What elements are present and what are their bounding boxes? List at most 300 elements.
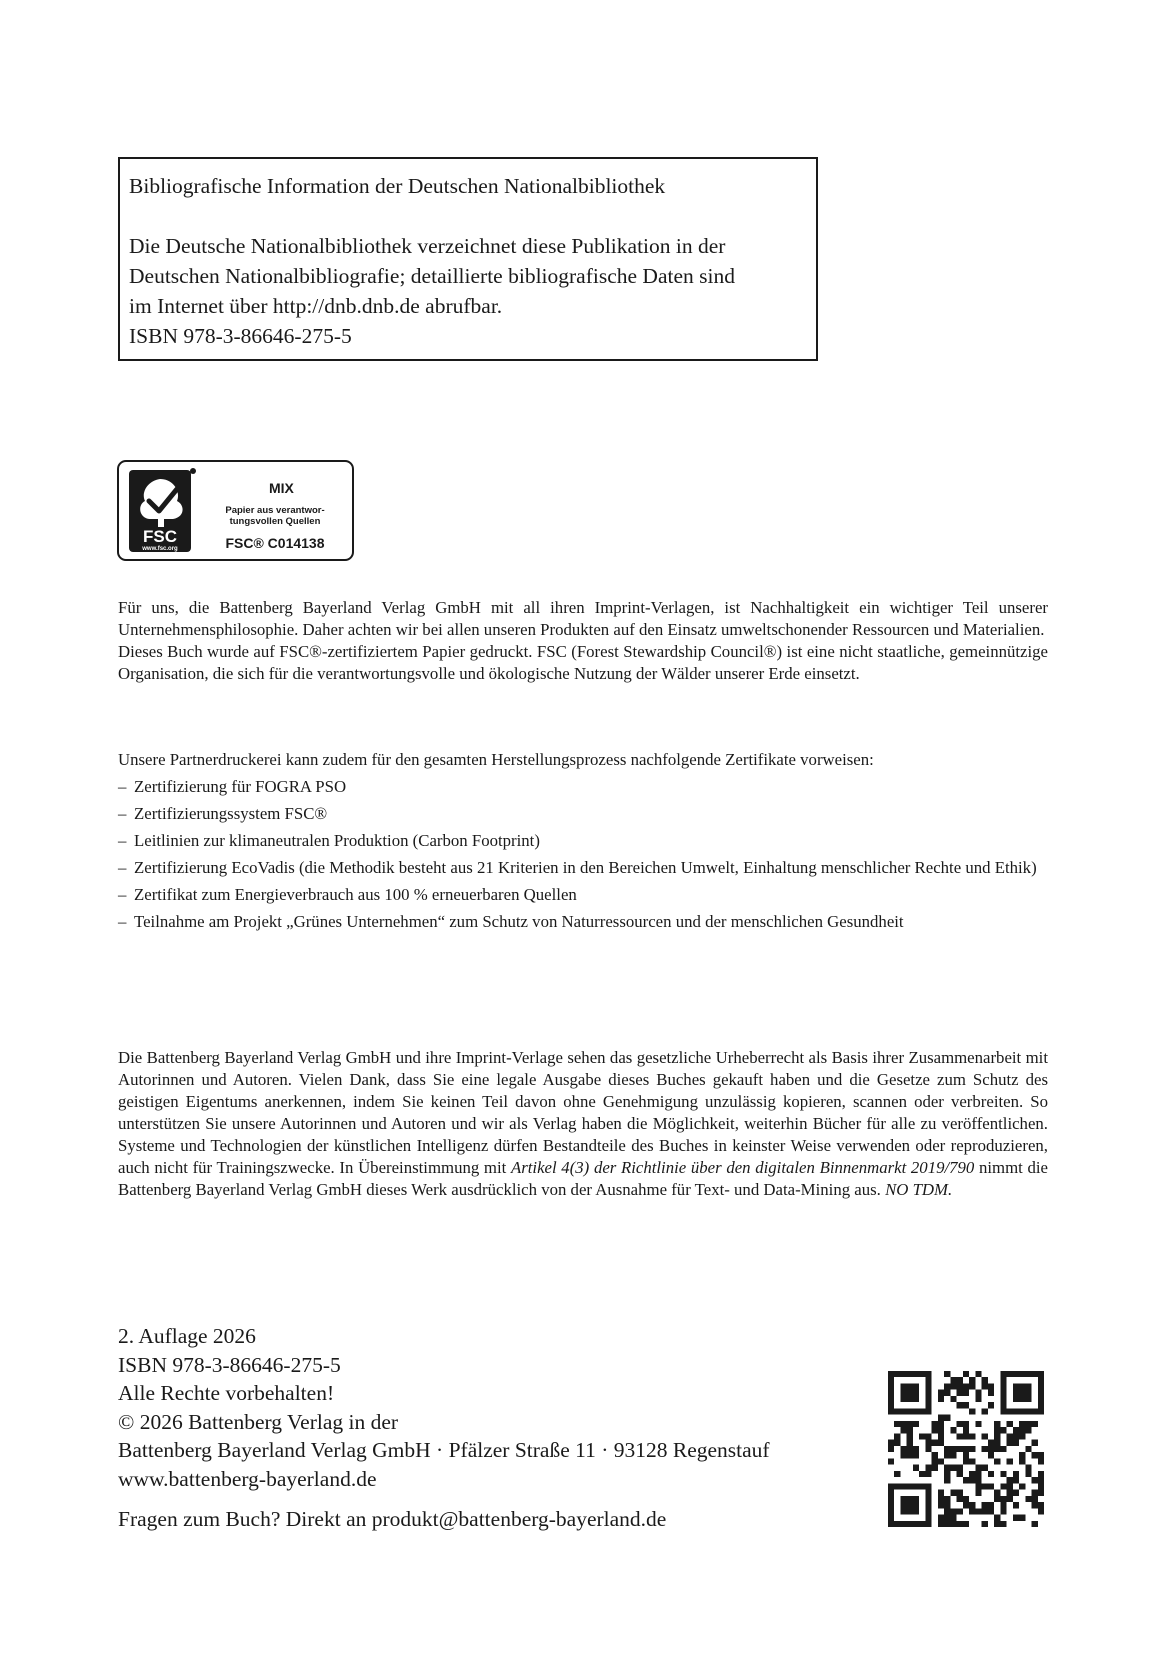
qr-module xyxy=(1038,1452,1044,1458)
qr-module xyxy=(975,1465,981,1471)
qr-module xyxy=(944,1508,950,1514)
qr-module xyxy=(1007,1483,1013,1489)
qr-module xyxy=(894,1440,900,1446)
qr-module xyxy=(950,1427,956,1433)
qr-module xyxy=(1032,1496,1038,1502)
qr-module xyxy=(919,1521,925,1527)
qr-module xyxy=(1000,1390,1006,1396)
qr-module xyxy=(1013,1440,1019,1446)
qr-module xyxy=(900,1408,906,1414)
qr-module xyxy=(907,1408,913,1414)
qr-module xyxy=(888,1502,894,1508)
sustainability-paragraph: Für uns, die Battenberg Bayerland Verlag GmbH mit all ihren Imprint-Verlagen, ist Nachhaltigkeit ein wichtiger Teil unserer Unternehmensphilosophie. Daher achten wir bei allen unseren Produkten auf den Einsatz umweltschonender Ressourcen und Materialien. xyxy=(118,598,1048,639)
qr-module xyxy=(1013,1371,1019,1377)
qr-module xyxy=(919,1483,925,1489)
qr-module xyxy=(907,1371,913,1377)
no-tdm-label: NO TDM. xyxy=(885,1180,953,1199)
qr-module xyxy=(957,1471,963,1477)
qr-module xyxy=(913,1396,919,1402)
qr-module xyxy=(913,1483,919,1489)
qr-module xyxy=(938,1427,944,1433)
qr-module xyxy=(944,1496,950,1502)
qr-module xyxy=(944,1452,950,1458)
qr-module xyxy=(888,1515,894,1521)
qr-module xyxy=(975,1390,981,1396)
qr-module xyxy=(969,1477,975,1483)
qr-module xyxy=(1000,1408,1006,1414)
qr-module xyxy=(969,1458,975,1464)
qr-module xyxy=(994,1433,1000,1439)
qr-module xyxy=(907,1421,913,1427)
list-item: – Zertifizierung EcoVadis (die Methodik besteht aus 21 Kriterien in den Bereichen Umwelt, Einhaltung menschlicher Rechte und Ethik) xyxy=(118,857,1048,879)
qr-module xyxy=(1032,1502,1038,1508)
qr-module xyxy=(1013,1490,1019,1496)
qr-module xyxy=(907,1433,913,1439)
qr-module xyxy=(969,1508,975,1514)
qr-module xyxy=(1000,1508,1006,1514)
qr-module xyxy=(938,1490,944,1496)
qr-module xyxy=(1007,1477,1013,1483)
fsc-license-code: FSC® C014138 xyxy=(225,535,325,551)
qr-module xyxy=(957,1446,963,1452)
qr-module xyxy=(963,1371,969,1377)
qr-module xyxy=(900,1483,906,1489)
qr-module xyxy=(925,1483,931,1489)
qr-module xyxy=(938,1396,944,1402)
qr-module xyxy=(925,1490,931,1496)
list-item: – Zertifizierungssystem FSC® xyxy=(118,803,1048,825)
qr-module xyxy=(1000,1402,1006,1408)
qr-module xyxy=(975,1508,981,1514)
qr-module xyxy=(925,1433,931,1439)
qr-module xyxy=(982,1377,988,1383)
qr-module xyxy=(1019,1515,1025,1521)
qr-module xyxy=(963,1383,969,1389)
qr-module xyxy=(1000,1396,1006,1402)
qr-module xyxy=(963,1390,969,1396)
qr-module xyxy=(988,1471,994,1477)
qr-module xyxy=(988,1483,994,1489)
qr-module xyxy=(925,1408,931,1414)
qr-module xyxy=(944,1515,950,1521)
qr-module xyxy=(975,1371,981,1377)
qr-module xyxy=(938,1515,944,1521)
contact-questions: Fragen zum Buch? Direkt an produkt@battenberg-bayerland.de xyxy=(118,1507,667,1531)
qr-module xyxy=(950,1515,956,1521)
qr-module xyxy=(888,1390,894,1396)
qr-module xyxy=(982,1465,988,1471)
qr-module xyxy=(963,1477,969,1483)
qr-module xyxy=(994,1427,1000,1433)
qr-module xyxy=(975,1471,981,1477)
qr-module xyxy=(919,1433,925,1439)
qr-module xyxy=(907,1440,913,1446)
list-item: – Zertifikat zum Energieverbrauch aus 100 % erneuerbaren Quellen xyxy=(118,884,1048,906)
qr-module xyxy=(957,1521,963,1527)
qr-module xyxy=(957,1383,963,1389)
qr-module xyxy=(994,1490,1000,1496)
qr-module xyxy=(1013,1390,1019,1396)
qr-module xyxy=(1038,1471,1044,1477)
qr-module xyxy=(907,1452,913,1458)
qr-module xyxy=(988,1383,994,1389)
qr-module xyxy=(1019,1371,1025,1377)
qr-module xyxy=(938,1433,944,1439)
qr-module xyxy=(894,1421,900,1427)
qr-module xyxy=(950,1465,956,1471)
qr-module xyxy=(944,1415,950,1421)
fsc-mix-label: MIX xyxy=(269,480,294,496)
biblio-isbn: ISBN 978-3-86646-275-5 xyxy=(129,324,352,348)
qr-module xyxy=(1013,1396,1019,1402)
qr-module xyxy=(925,1377,931,1383)
qr-module xyxy=(938,1496,944,1502)
qr-module xyxy=(1007,1440,1013,1446)
fsc-logo xyxy=(117,460,354,561)
qr-module xyxy=(982,1383,988,1389)
qr-module xyxy=(1000,1483,1006,1489)
qr-module xyxy=(913,1383,919,1389)
list-item: – Zertifizierung für FOGRA PSO xyxy=(118,776,1048,798)
qr-module xyxy=(932,1465,938,1471)
qr-module xyxy=(1025,1408,1031,1414)
copyright-paragraph xyxy=(118,1047,1048,1201)
qr-module xyxy=(888,1458,894,1464)
qr-module xyxy=(1032,1408,1038,1414)
copyright-text: nimmt die Battenberg Bayerland Verlag GmbH dieses Werk ausdrücklich von der Ausnahme für Text- und Data-Mining aus. xyxy=(118,1158,1048,1199)
biblio-line: Deutschen Nationalbibliografie; detaillierte bibliografische Daten sind xyxy=(129,264,735,288)
qr-module xyxy=(1038,1402,1044,1408)
qr-module xyxy=(1007,1490,1013,1496)
qr-module xyxy=(888,1483,894,1489)
qr-module xyxy=(1000,1502,1006,1508)
qr-module xyxy=(913,1502,919,1508)
qr-module xyxy=(1038,1390,1044,1396)
qr-module xyxy=(907,1508,913,1514)
qr-module xyxy=(888,1408,894,1414)
qr-module xyxy=(963,1496,969,1502)
qr-module xyxy=(1019,1408,1025,1414)
fsc-paper-line: tungsvollen Quellen xyxy=(229,516,321,527)
qr-module xyxy=(925,1496,931,1502)
qr-module xyxy=(969,1446,975,1452)
qr-module xyxy=(963,1458,969,1464)
qr-module xyxy=(1019,1452,1025,1458)
qr-module xyxy=(988,1502,994,1508)
qr-module xyxy=(938,1502,944,1508)
qr-module xyxy=(907,1446,913,1452)
qr-module xyxy=(969,1502,975,1508)
qr-module xyxy=(913,1408,919,1414)
qr-module xyxy=(932,1452,938,1458)
qr-module xyxy=(1032,1440,1038,1446)
qr-module xyxy=(1007,1371,1013,1377)
qr-module xyxy=(1019,1396,1025,1402)
qr-module xyxy=(963,1521,969,1527)
qr-module xyxy=(888,1440,894,1446)
qr-module xyxy=(982,1483,988,1489)
qr-module xyxy=(988,1402,994,1408)
qr-module xyxy=(950,1490,956,1496)
qr-module xyxy=(988,1452,994,1458)
qr-module xyxy=(975,1396,981,1402)
qr-module xyxy=(900,1508,906,1514)
qr-module xyxy=(975,1483,981,1489)
certificate-list xyxy=(118,776,1048,933)
qr-module xyxy=(950,1521,956,1527)
qr-module xyxy=(900,1427,906,1433)
qr-module xyxy=(957,1433,963,1439)
partner-certificates xyxy=(118,749,1048,938)
qr-module xyxy=(957,1496,963,1502)
qr-module xyxy=(913,1521,919,1527)
qr-module xyxy=(907,1427,913,1433)
qr-module xyxy=(1032,1477,1038,1483)
qr-module xyxy=(988,1440,994,1446)
qr-module xyxy=(907,1396,913,1402)
qr-module xyxy=(1000,1446,1006,1452)
qr-module xyxy=(1000,1471,1006,1477)
qr-module xyxy=(1000,1427,1006,1433)
qr-module xyxy=(1032,1521,1038,1527)
eu-directive-reference: Artikel 4(3) der Richtlinie über den digitalen Binnenmarkt 2019/790 xyxy=(510,1158,975,1177)
qr-module xyxy=(1019,1427,1025,1433)
qr-module xyxy=(982,1446,988,1452)
qr-module xyxy=(982,1433,988,1439)
qr-module xyxy=(1019,1483,1025,1489)
fsc-paper-text xyxy=(201,505,349,527)
qr-module xyxy=(1025,1390,1031,1396)
qr-module xyxy=(932,1427,938,1433)
fsc-brand: FSC xyxy=(143,527,177,546)
qr-module xyxy=(1038,1396,1044,1402)
qr-module xyxy=(957,1508,963,1514)
qr-module xyxy=(1000,1496,1006,1502)
qr-module xyxy=(907,1521,913,1527)
qr-module xyxy=(1025,1465,1031,1471)
qr-module xyxy=(963,1433,969,1439)
qr-module xyxy=(900,1452,906,1458)
qr-module xyxy=(1038,1483,1044,1489)
qr-module xyxy=(925,1390,931,1396)
qr-module xyxy=(963,1421,969,1427)
copyright-line: © 2026 Battenberg Verlag in der xyxy=(118,1409,399,1434)
qr-module xyxy=(1013,1433,1019,1439)
qr-module xyxy=(938,1440,944,1446)
qr-module xyxy=(969,1433,975,1439)
qr-module xyxy=(994,1521,1000,1527)
rights-reserved: Alle Rechte vorbehalten! xyxy=(118,1381,335,1405)
qr-module xyxy=(888,1508,894,1514)
qr-module xyxy=(913,1452,919,1458)
publisher-address: Battenberg Bayerland Verlag GmbH · Pfälzer Straße 11 · 93128 Regenstauf xyxy=(118,1438,770,1462)
qr-module xyxy=(1019,1421,1025,1427)
qr-module xyxy=(944,1521,950,1527)
qr-module xyxy=(894,1433,900,1439)
qr-module xyxy=(900,1502,906,1508)
qr-module xyxy=(907,1483,913,1489)
qr-module xyxy=(938,1390,944,1396)
qr-module xyxy=(1007,1496,1013,1502)
qr-module xyxy=(938,1521,944,1527)
qr-module xyxy=(900,1383,906,1389)
qr-module xyxy=(1000,1383,1006,1389)
qr-module xyxy=(907,1390,913,1396)
qr-module xyxy=(982,1521,988,1527)
qr-module xyxy=(1038,1490,1044,1496)
qr-module xyxy=(900,1521,906,1527)
qr-module xyxy=(982,1502,988,1508)
qr-module xyxy=(1038,1383,1044,1389)
qr-module xyxy=(1000,1521,1006,1527)
qr-module xyxy=(1000,1377,1006,1383)
qr-module xyxy=(975,1490,981,1496)
qr-module xyxy=(975,1477,981,1483)
qr-module xyxy=(1038,1377,1044,1383)
qr-module xyxy=(982,1508,988,1514)
fsc-site: www.fsc.org xyxy=(142,546,178,552)
qr-module xyxy=(950,1377,956,1383)
qr-module xyxy=(963,1446,969,1452)
qr-module xyxy=(988,1390,994,1396)
qr-module xyxy=(894,1521,900,1527)
qr-module xyxy=(969,1377,975,1383)
qr-module xyxy=(1013,1383,1019,1389)
qr-module xyxy=(888,1383,894,1389)
qr-module xyxy=(1013,1427,1019,1433)
edition: 2. Auflage 2026 xyxy=(118,1324,256,1348)
qr-module xyxy=(1038,1477,1044,1483)
qr-module xyxy=(1025,1383,1031,1389)
qr-module xyxy=(932,1458,938,1464)
qr-module xyxy=(1025,1496,1031,1502)
qr-module xyxy=(944,1390,950,1396)
list-item: – Leitlinien zur klimaneutralen Produktion (Carbon Footprint) xyxy=(118,830,1048,852)
qr-module xyxy=(888,1377,894,1383)
qr-module xyxy=(963,1427,969,1433)
qr-module xyxy=(925,1521,931,1527)
biblio-line: im Internet über http://dnb.dnb.de abrufbar. xyxy=(129,294,503,318)
qr-module xyxy=(988,1508,994,1514)
imprint xyxy=(118,1322,838,1534)
qr-module xyxy=(888,1396,894,1402)
qr-module xyxy=(938,1458,944,1464)
qr-module xyxy=(944,1465,950,1471)
qr-module xyxy=(1019,1383,1025,1389)
qr-module xyxy=(938,1415,944,1421)
qr-module xyxy=(925,1446,931,1452)
qr-module xyxy=(913,1465,919,1471)
qr-module xyxy=(994,1421,1000,1427)
qr-module xyxy=(913,1390,919,1396)
qr-module xyxy=(913,1508,919,1514)
qr-module xyxy=(925,1502,931,1508)
qr-module xyxy=(1013,1471,1019,1477)
qr-module xyxy=(944,1471,950,1477)
qr-module xyxy=(957,1465,963,1471)
qr-module xyxy=(1013,1502,1019,1508)
qr-module xyxy=(957,1421,963,1427)
qr-module xyxy=(963,1452,969,1458)
biblio-heading: Bibliografische Information der Deutschen Nationalbibliothek xyxy=(129,174,666,198)
partner-intro: Unsere Partnerdruckerei kann zudem für den gesamten Herstellungsprozess nachfolgende Zertifikate vorweisen: xyxy=(118,750,874,769)
qr-module xyxy=(907,1496,913,1502)
fsc-tree-checkmark-icon xyxy=(127,467,197,555)
qr-module xyxy=(1013,1515,1019,1521)
qr-module xyxy=(1007,1421,1013,1427)
qr-module xyxy=(1000,1371,1006,1377)
qr-module xyxy=(969,1471,975,1477)
qr-module xyxy=(1038,1508,1044,1514)
qr-module xyxy=(888,1496,894,1502)
qr-module xyxy=(1007,1408,1013,1414)
copyright-notice xyxy=(118,1047,1048,1201)
qr-module xyxy=(913,1446,919,1452)
qr-module xyxy=(925,1471,931,1477)
qr-module xyxy=(944,1477,950,1483)
qr-module xyxy=(925,1396,931,1402)
qr-module xyxy=(969,1383,975,1389)
qr-module xyxy=(957,1402,963,1408)
qr-module xyxy=(888,1402,894,1408)
qr-module xyxy=(1032,1452,1038,1458)
qr-module xyxy=(919,1408,925,1414)
sustainability-statement xyxy=(118,597,1048,685)
qr-module xyxy=(975,1421,981,1427)
publisher-website: www.battenberg-bayerland.de xyxy=(118,1466,377,1491)
qr-module xyxy=(963,1502,969,1508)
qr-module xyxy=(913,1371,919,1377)
qr-module xyxy=(932,1421,938,1427)
fsc-paragraph: Dieses Buch wurde auf FSC®-zertifiziertem Papier gedruckt. FSC (Forest Stewardship Council®) ist eine nicht staatliche, gemeinnützige Organisation, die sich für die verantwortungsvolle und ökologische Nutzung der Wälder unserer Erde einsetzt. xyxy=(118,642,1048,683)
qr-module xyxy=(1013,1477,1019,1483)
qr-module xyxy=(994,1496,1000,1502)
qr-module xyxy=(950,1396,956,1402)
qr-module xyxy=(888,1371,894,1377)
qr-module xyxy=(1007,1433,1013,1439)
bibliographic-info-box xyxy=(118,157,818,361)
qr-module xyxy=(1019,1458,1025,1464)
qr-module xyxy=(1038,1371,1044,1377)
qr-module xyxy=(1032,1421,1038,1427)
qr-module xyxy=(888,1521,894,1527)
qr-module xyxy=(944,1371,950,1377)
qr-module xyxy=(1032,1371,1038,1377)
qr-module xyxy=(900,1371,906,1377)
qr-module xyxy=(957,1490,963,1496)
qr-module xyxy=(894,1371,900,1377)
qr-module xyxy=(994,1458,1000,1464)
qr-module xyxy=(944,1383,950,1389)
qr-module xyxy=(919,1471,925,1477)
qr-module xyxy=(1038,1502,1044,1508)
qr-module xyxy=(950,1452,956,1458)
qr-module xyxy=(888,1490,894,1496)
qr-module xyxy=(894,1483,900,1489)
copyright-text: Die Battenberg Bayerland Verlag GmbH und ihre Imprint-Verlage sehen das gesetzliche Urheberrecht als Basis ihrer Zusammenarbeit mit Autorinnen und Autoren. Vielen Dank, dass Sie eine legale Ausgabe dieses Buches gekauft haben und die Gesetze zum Schutz des geistigen Eigentums anerkennen, indem Sie keinen Teil davon ohne Genehmigung unzulässig kopieren, scannen oder verbreiten. So unterstützen Sie unsere Autorinnen und Autoren und wir als Verlag haben die Möglichkeit, weiterhin Bücher für alle zu veröffentlichen. Systeme und Technologien der künstlichen Intelligenz dürfen Bestandteile des Buches in keinster Weise verwenden oder reproduzieren, auch nicht für Trainingszwecke. In Übereinstimmung mit xyxy=(118,1048,1048,1177)
imprint-isbn: ISBN 978-3-86646-275-5 xyxy=(118,1352,341,1377)
qr-module xyxy=(1019,1390,1025,1396)
qr-module xyxy=(944,1446,950,1452)
qr-module xyxy=(1019,1433,1025,1439)
qr-module xyxy=(1007,1458,1013,1464)
qr-module xyxy=(950,1508,956,1514)
qr-module xyxy=(900,1396,906,1402)
qr-module xyxy=(925,1440,931,1446)
qr-module xyxy=(1032,1490,1038,1496)
qr-module xyxy=(982,1408,988,1414)
qr-module xyxy=(1025,1421,1031,1427)
